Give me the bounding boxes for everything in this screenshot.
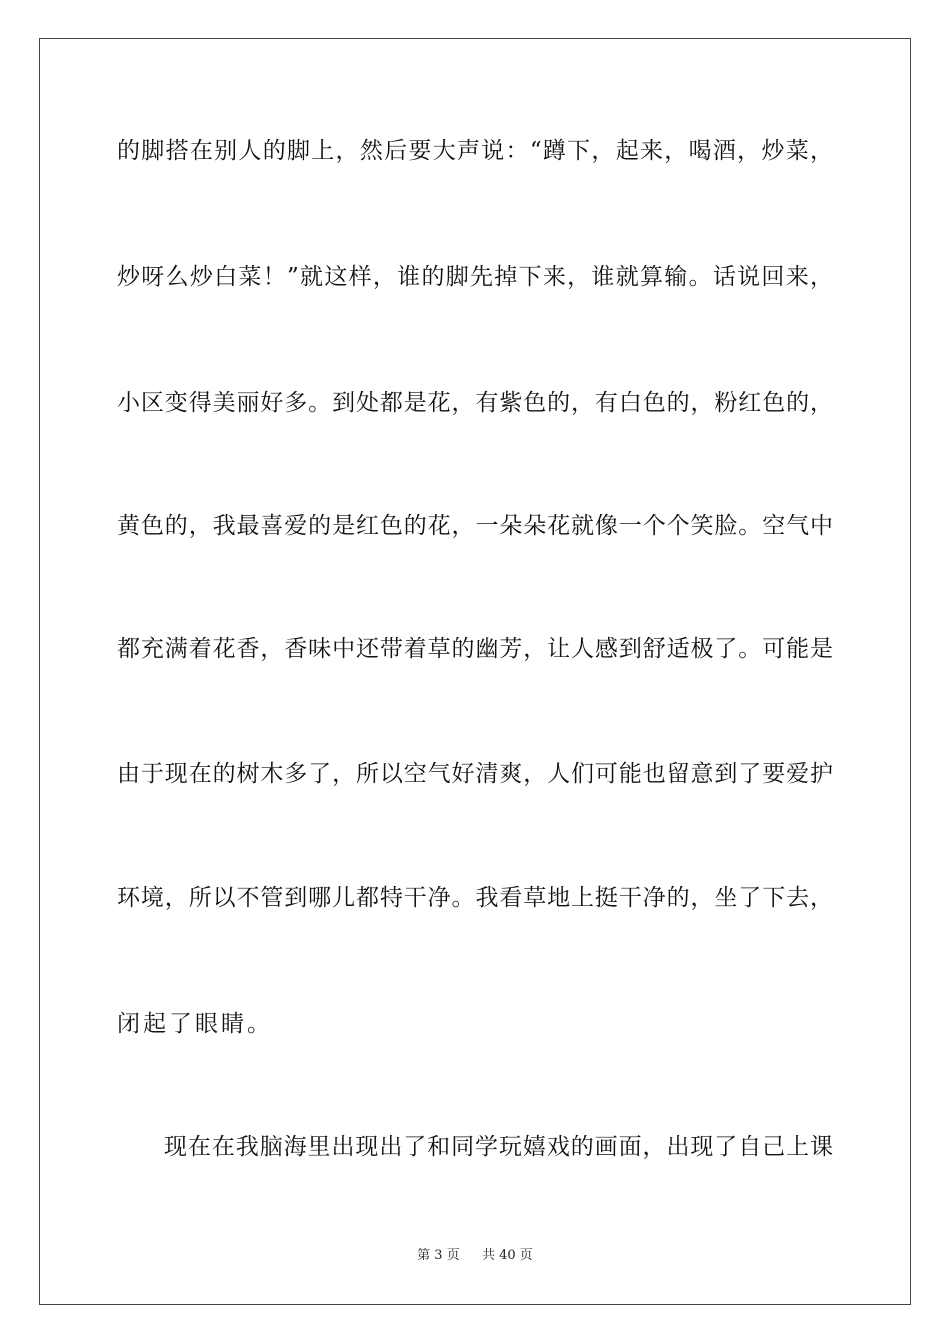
text-line-8: 闭起了眼睛。 <box>117 1011 273 1037</box>
text-line-1: 的脚搭在别人的脚上，然后要大声说：“蹲下，起来，喝酒，炒菜， <box>117 138 833 164</box>
text-line-2: 炒呀么炒白菜！”就这样，谁的脚先掉下来，谁就算输。话说回来， <box>117 264 833 290</box>
text-line-6: 由于现在的树木多了，所以空气好清爽，人们可能也留意到了要爱护 <box>117 761 833 787</box>
page-number: 第 3 页 <box>417 1248 460 1263</box>
text-line-5: 都充满着花香，香味中还带着草的幽芳，让人感到舒适极了。可能是 <box>117 636 833 662</box>
text-line-4: 黄色的，我最喜爱的是红色的花，一朵朵花就像一个个笑脸。空气中 <box>117 513 833 539</box>
paragraph-start-line: 现在在我脑海里出现出了和同学玩嬉戏的画面，出现了自己上课 <box>164 1134 833 1160</box>
text-line-3: 小区变得美丽好多。到处都是花，有紫色的，有白色的，粉红色的， <box>117 390 833 416</box>
page-footer <box>0 1247 950 1265</box>
text-line-7: 环境，所以不管到哪儿都特干净。我看草地上挺干净的，坐了下去， <box>117 885 833 911</box>
total-pages: 共 40 页 <box>482 1248 533 1263</box>
page-border <box>39 38 911 1305</box>
